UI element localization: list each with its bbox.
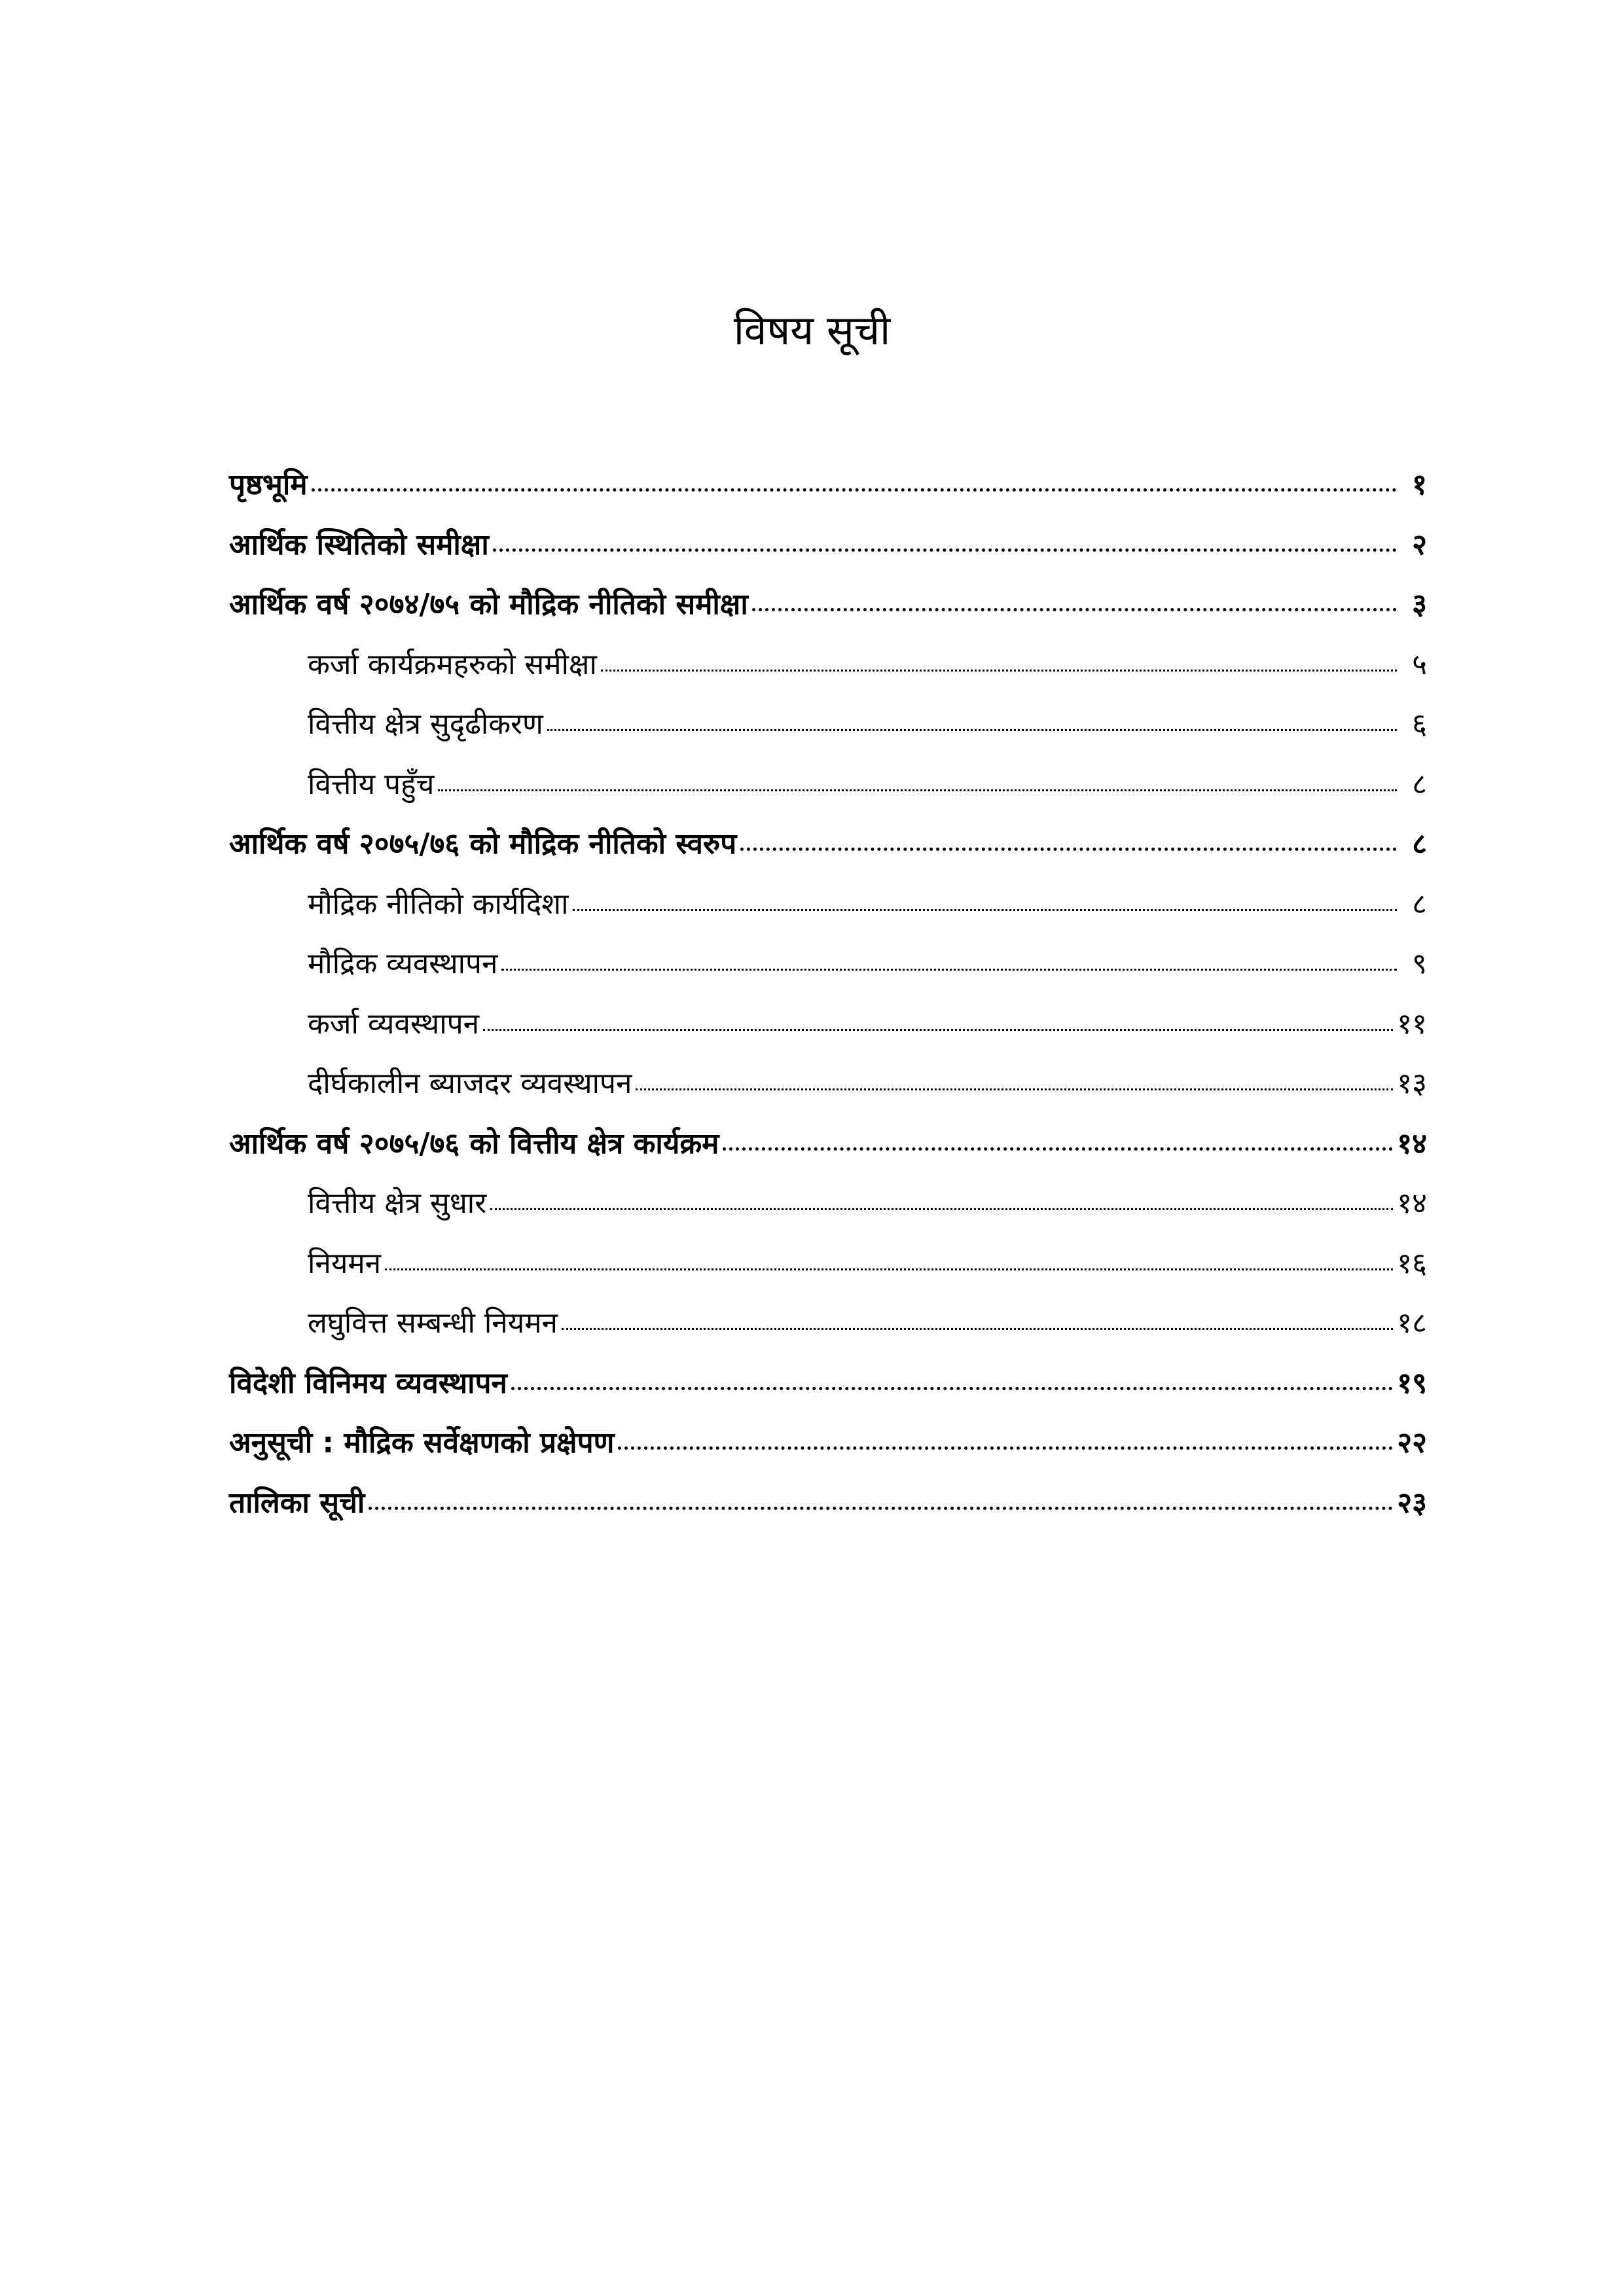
toc-entry[interactable] xyxy=(229,575,1427,635)
dot-leader xyxy=(723,1146,1393,1151)
toc-subentry[interactable] xyxy=(229,1054,1427,1114)
dot-leader xyxy=(369,1505,1393,1510)
dot-leader xyxy=(547,728,1397,731)
dot-leader xyxy=(573,908,1398,911)
toc-entry-label: कर्जा कार्यक्रमहरुको समीक्षा xyxy=(308,647,597,681)
toc-page-number: २३ xyxy=(1397,1486,1427,1520)
toc-entry-label: विदेशी विनिमय व्यवस्थापन xyxy=(229,1366,507,1400)
toc-page-number: १९ xyxy=(1397,1366,1427,1400)
toc-entry-label: आर्थिक स्थितिको समीक्षा xyxy=(229,528,489,562)
toc-entry[interactable] xyxy=(229,1114,1427,1174)
toc-entry-label: वित्तीय पहुँच xyxy=(308,767,435,801)
toc-page-number: ६ xyxy=(1412,708,1427,741)
toc-entry-label: आर्थिक वर्ष २०७५/७६ को मौद्रिक नीतिको स्वरुप xyxy=(229,827,737,861)
toc-entry-label: तालिका सूची xyxy=(229,1486,365,1520)
toc-subentry[interactable] xyxy=(229,635,1427,695)
toc-subentry[interactable] xyxy=(229,994,1427,1054)
dot-leader xyxy=(483,1028,1393,1031)
toc-page-number: १ xyxy=(1412,468,1427,501)
toc-entry[interactable] xyxy=(229,455,1427,515)
toc-page-number: १४ xyxy=(1397,1126,1427,1160)
toc-page-number: ८ xyxy=(1412,767,1427,801)
toc-entry[interactable] xyxy=(229,814,1427,874)
dot-leader xyxy=(618,1445,1393,1450)
toc-entry-label: अनुसूची : मौद्रिक सर्वेक्षणको प्रक्षेपण xyxy=(229,1426,615,1460)
toc-entry-label: मौद्रिक व्यवस्थापन xyxy=(308,947,498,980)
toc-subentry[interactable] xyxy=(229,1174,1427,1234)
dot-leader xyxy=(511,1386,1393,1390)
toc-entry-label: वित्तीय क्षेत्र सुदृढीकरण xyxy=(308,708,543,741)
toc-entry-label: लघुवित्त सम्बन्धी नियमन xyxy=(308,1306,558,1340)
toc-entry-label: पृष्ठभूमि xyxy=(229,468,308,501)
toc-entry[interactable] xyxy=(229,1413,1427,1473)
toc-subentry[interactable] xyxy=(229,694,1427,755)
toc-page-number: १६ xyxy=(1397,1246,1427,1280)
dot-leader xyxy=(312,487,1397,492)
table-of-contents xyxy=(229,455,1427,1533)
toc-subentry[interactable] xyxy=(229,1293,1427,1354)
toc-subentry[interactable] xyxy=(229,1234,1427,1294)
toc-entry-label: कर्जा व्यवस्थापन xyxy=(308,1007,480,1041)
dot-leader xyxy=(740,846,1397,851)
toc-entry-label: आर्थिक वर्ष २०७४/७५ को मौद्रिक नीतिको समीक्षा xyxy=(229,588,748,621)
dot-leader xyxy=(490,1207,1393,1210)
dot-leader xyxy=(601,668,1397,672)
toc-entry-label: आर्थिक वर्ष २०७५/७६ को वित्तीय क्षेत्र कार्यक्रम xyxy=(229,1126,719,1160)
toc-page-number: १४ xyxy=(1397,1187,1427,1220)
toc-page-number: १८ xyxy=(1397,1306,1427,1340)
dot-leader xyxy=(501,967,1397,971)
toc-page-number: ८ xyxy=(1412,827,1427,861)
dot-leader xyxy=(752,607,1397,611)
toc-page-number: ९ xyxy=(1412,947,1427,980)
toc-subentry[interactable] xyxy=(229,874,1427,935)
toc-subentry[interactable] xyxy=(229,934,1427,994)
dot-leader xyxy=(562,1327,1393,1330)
dot-leader xyxy=(493,547,1397,552)
toc-entry[interactable] xyxy=(229,1354,1427,1414)
toc-entry-label: मौद्रिक नीतिको कार्यदिशा xyxy=(308,887,569,921)
toc-page-number: १३ xyxy=(1397,1067,1427,1100)
toc-page-number: ११ xyxy=(1397,1007,1427,1041)
toc-subentry[interactable] xyxy=(229,755,1427,815)
toc-page-number: ३ xyxy=(1412,588,1427,621)
page-title: विषय सूची xyxy=(733,306,891,354)
toc-entry-label: वित्तीय क्षेत्र सुधार xyxy=(308,1187,487,1220)
toc-page-number: ५ xyxy=(1412,647,1427,681)
toc-page-number: ८ xyxy=(1412,887,1427,921)
toc-entry[interactable] xyxy=(229,515,1427,575)
toc-page-number: २ xyxy=(1412,528,1427,562)
dot-leader xyxy=(438,788,1397,791)
toc-entry[interactable] xyxy=(229,1473,1427,1534)
dot-leader xyxy=(385,1267,1393,1270)
toc-page-number: २२ xyxy=(1397,1426,1427,1460)
toc-entry-label: दीर्घकालीन ब्याजदर व्यवस्थापन xyxy=(308,1067,632,1100)
dot-leader xyxy=(636,1087,1393,1090)
toc-entry-label: नियमन xyxy=(308,1246,382,1280)
